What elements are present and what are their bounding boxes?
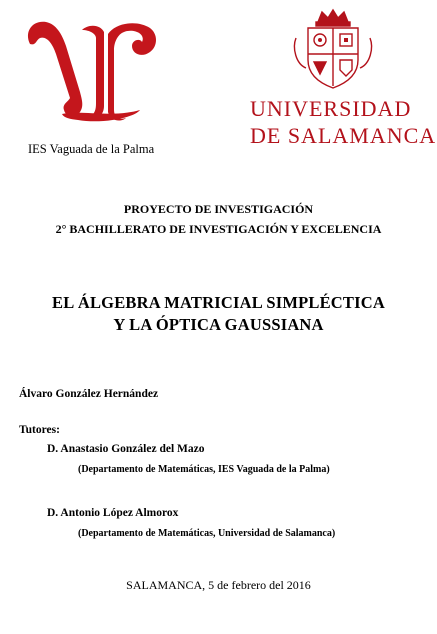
university-seal-icon (288, 8, 378, 90)
university-name-line1: UNIVERSIDAD (250, 96, 412, 121)
document-title-line1: EL ÁLGEBRA MATRICIAL SIMPLÉCTICA (52, 293, 385, 312)
project-program: 2° BACHILLERATO DE INVESTIGACIÓN Y EXCELENCIA (55, 222, 382, 236)
tutors-label: Tutores: (19, 424, 60, 436)
university-logo (240, 8, 437, 148)
ies-logo-icon (22, 14, 162, 126)
document-title-line2: Y LA ÓPTICA GAUSSIANA (113, 315, 324, 334)
project-type: PROYECTO DE INVESTIGACIÓN (123, 202, 314, 216)
ies-logo (12, 14, 172, 156)
author-name: Álvaro González Hernández (19, 388, 159, 400)
tutor-name: D. Antonio López Almorox (47, 507, 179, 519)
tutor-department: (Departamento de Matemáticas, Universidad de Salamanca) (78, 528, 336, 539)
tutor-name: D. Anastasio González del Mazo (47, 443, 205, 455)
university-name-line2: DE SALAMANCA (250, 123, 437, 148)
place-and-date: SALAMANCA, 5 de febrero del 2016 (126, 578, 311, 592)
tutor-department: (Departamento de Matemáticas, IES Vaguada de la Palma) (78, 464, 330, 475)
ies-caption: IES Vaguada de la Palma (28, 142, 155, 156)
